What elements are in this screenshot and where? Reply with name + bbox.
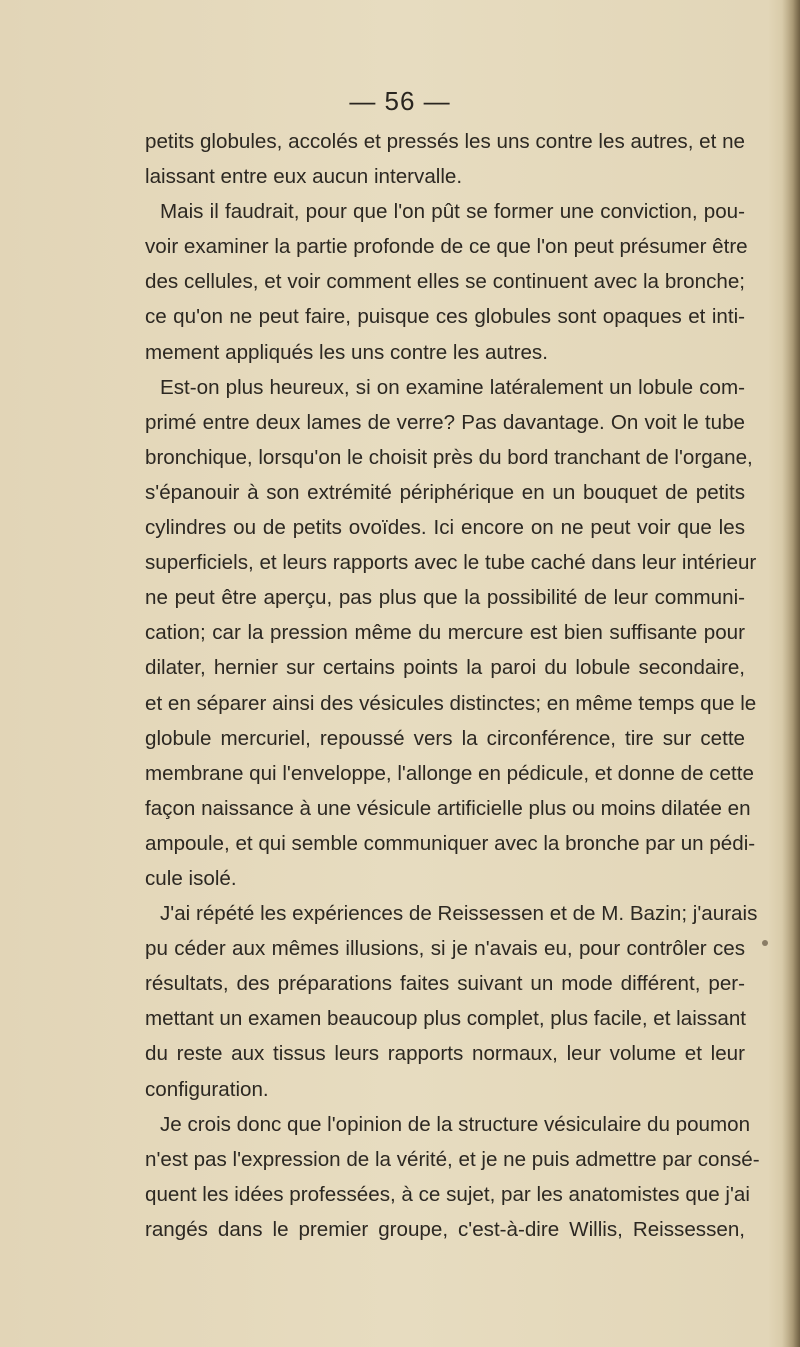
text-line: mement appliqués les uns contre les autres.	[145, 340, 548, 364]
text-line: Mais il faudrait, pour que l'on pût se former une conviction, pou-	[160, 200, 745, 224]
page-number: — 56 —	[349, 86, 451, 116]
text-line: et en séparer ainsi des vésicules distinctes; en même temps que le	[145, 691, 757, 715]
text-line: laissant entre eux aucun intervalle.	[145, 165, 463, 189]
text-line: s'épanouir à son extrémité périphérique en un bouquet de petits	[145, 480, 745, 504]
text-line: rangés dans le premier groupe, c'est-à-dire Willis, Reissessen,	[145, 1217, 745, 1241]
text-line: cation; car la pression même du mercure est bien suffisante pour	[145, 621, 745, 645]
text-line: primé entre deux lames de verre? Pas davantage. On voit le tube	[145, 410, 745, 434]
text-line: des cellules, et voir comment elles se continuent avec la bronche;	[145, 270, 745, 294]
text-line: cule isolé.	[145, 866, 237, 890]
text-line: configuration.	[145, 1077, 269, 1101]
page-edge-shadow	[782, 0, 800, 1347]
text-line: cylindres ou de petits ovoïdes. Ici encore on ne peut voir que les	[145, 516, 745, 540]
body-text	[145, 124, 760, 1247]
text-line: bronchique, lorsqu'on le choisit près du bord tranchant de l'organe,	[145, 445, 753, 469]
text-line: ce qu'on ne peut faire, puisque ces globules sont opaques et inti-	[145, 305, 745, 329]
text-line: n'est pas l'expression de la vérité, et je ne puis admettre par consé-	[145, 1147, 760, 1171]
text-line: dilater, hernier sur certains points la paroi du lobule secondaire,	[145, 656, 745, 680]
text-line: Est-on plus heureux, si on examine latéralement un lobule com-	[160, 375, 745, 399]
text-line: pu céder aux mêmes illusions, si je n'avais eu, pour contrôler ces	[145, 937, 745, 961]
text-line: voir examiner la partie profonde de ce que l'on peut présumer être	[145, 235, 748, 259]
text-line: Je crois donc que l'opinion de la structure vésiculaire du poumon	[160, 1112, 751, 1136]
text-line: quent les idées professées, à ce sujet, par les anatomistes que j'ai	[145, 1182, 750, 1206]
text-line: globule mercuriel, repoussé vers la circonférence, tire sur cette	[145, 726, 745, 750]
text-line: résultats, des préparations faites suivant un mode différent, per-	[145, 972, 745, 996]
text-line: J'ai répété les expériences de Reissessen et de M. Bazin; j'aurais	[160, 902, 758, 926]
text-line: façon naissance à une vésicule artificielle plus ou moins dilatée en	[145, 796, 751, 820]
paper-speck	[762, 940, 768, 946]
text-line: petits globules, accolés et pressés les uns contre les autres, et ne	[145, 130, 745, 153]
text-line: ampoule, et qui semble communiquer avec la bronche par un pédi-	[145, 831, 756, 855]
text-line: du reste aux tissus leurs rapports normaux, leur volume et leur	[145, 1042, 745, 1066]
text-line: mettant un examen beaucoup plus complet, plus facile, et laissant	[145, 1007, 746, 1031]
text-line: membrane qui l'enveloppe, l'allonge en pédicule, et donne de cette	[145, 761, 754, 785]
text-line: ne peut être aperçu, pas plus que la possibilité de leur communi-	[145, 586, 745, 610]
text-line: superficiels, et leurs rapports avec le tube caché dans leur intérieur	[145, 551, 757, 575]
